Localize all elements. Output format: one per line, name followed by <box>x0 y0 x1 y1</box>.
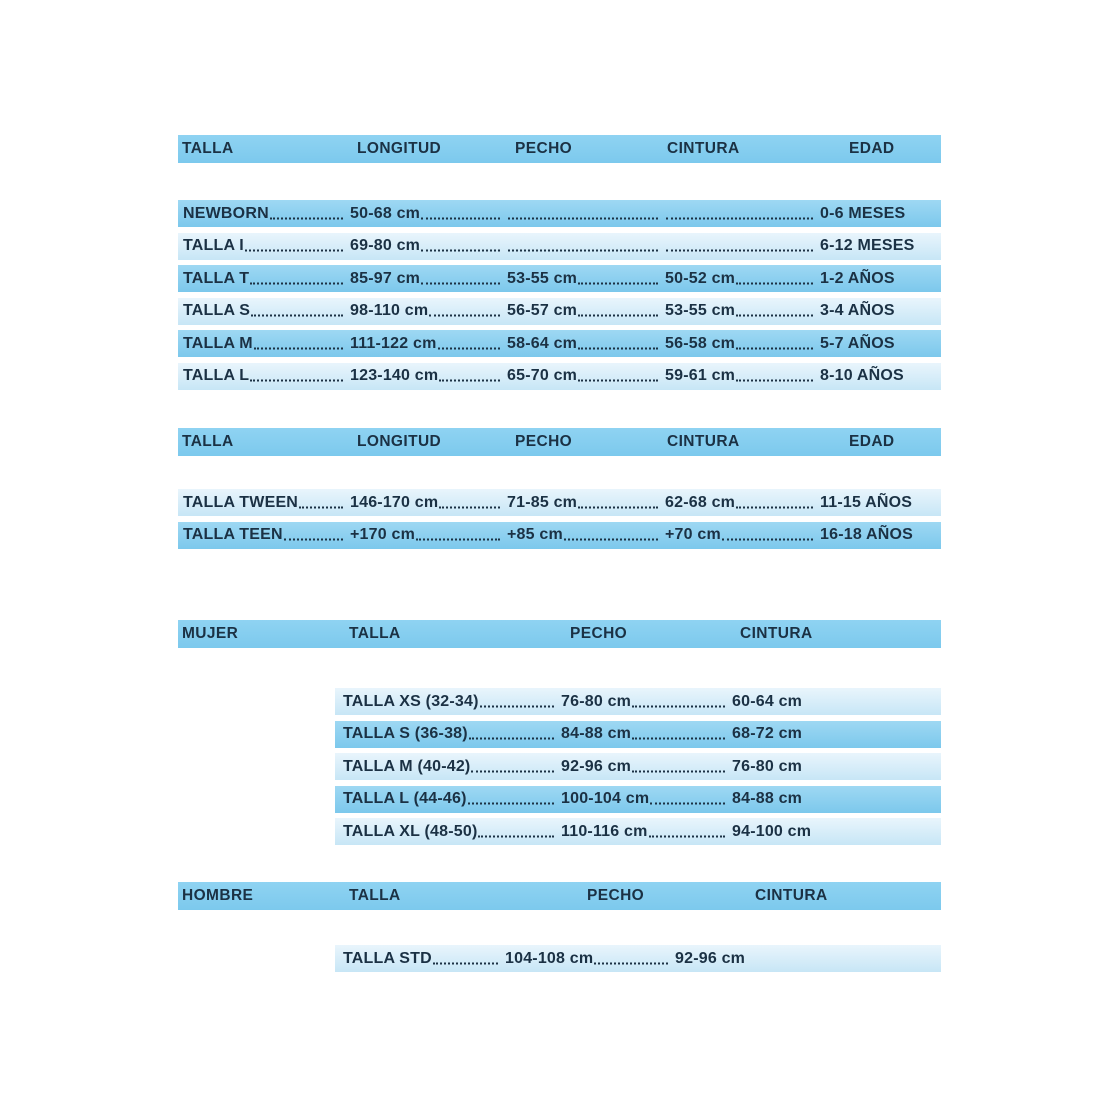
column-header-talla: TALLA <box>182 433 234 450</box>
dotted-leader <box>650 803 725 805</box>
pecho-value: +85 cm <box>507 526 563 543</box>
cintura-value: 94-100 cm <box>732 822 812 840</box>
size-row-m <box>335 753 941 780</box>
longitud-value: 69-80 cm <box>350 237 421 254</box>
longitud-value: +170 cm <box>350 526 416 543</box>
size-row-xl <box>335 818 941 845</box>
women-header-row <box>178 620 941 648</box>
longitud-value: 98-110 cm <box>350 302 429 319</box>
size-label: TALLA L <box>183 367 250 384</box>
size-label: TALLA S (36-38) <box>343 725 468 742</box>
dotted-leader <box>649 835 725 837</box>
size-label: TALLA T <box>183 269 250 287</box>
dotted-leader <box>429 315 500 317</box>
pecho-value: 92-96 cm <box>561 757 632 775</box>
women-rows <box>335 688 941 851</box>
size-label: TALLA S <box>183 302 251 319</box>
size-label: TALLA XS (32-34) <box>343 692 479 710</box>
longitud-value: 111-122 cm <box>350 334 437 352</box>
dotted-leader <box>438 347 500 349</box>
dotted-leader <box>564 539 658 541</box>
dotted-leader <box>578 506 658 508</box>
kids-header-row <box>178 135 941 163</box>
dotted-leader <box>632 770 725 772</box>
column-header-cintura: CINTURA <box>740 625 813 642</box>
dotted-leader <box>284 539 343 541</box>
dotted-leader <box>439 506 500 508</box>
size-label: TALLA TWEEN <box>183 493 299 511</box>
edad-value: 8-10 AÑOS <box>820 367 904 384</box>
pecho-value: 58-64 cm <box>507 334 578 352</box>
column-header-talla: TALLA <box>182 140 234 157</box>
dotted-leader <box>632 738 725 740</box>
pecho-value: 56-57 cm <box>507 302 578 319</box>
size-label: TALLA M (40-42) <box>343 757 471 775</box>
header-cell-cintura <box>663 135 845 163</box>
size-row-teen <box>178 522 941 549</box>
dotted-leader <box>722 539 813 541</box>
longitud-value: 50-68 cm <box>350 204 421 222</box>
dotted-leader <box>478 835 554 837</box>
dotted-leader <box>736 282 813 284</box>
pecho-value: 100-104 cm <box>561 790 650 807</box>
header-cell-longitud <box>353 135 511 163</box>
cintura-value: 60-64 cm <box>732 692 803 710</box>
dotted-leader <box>594 962 668 964</box>
column-header-pecho: PECHO <box>515 140 573 157</box>
cintura-value: 50-52 cm <box>665 269 736 287</box>
dotted-leader <box>736 506 813 508</box>
men-header-row <box>178 882 941 910</box>
column-header-pecho: PECHO <box>570 625 628 642</box>
size-row-talla-i <box>178 233 941 260</box>
pecho-value: 104-108 cm <box>505 949 594 967</box>
teens-rows <box>178 489 941 554</box>
cintura-value: 56-58 cm <box>665 334 736 352</box>
size-row-std <box>335 945 941 972</box>
dotted-leader <box>508 217 658 219</box>
dotted-leader <box>666 250 813 252</box>
edad-value: 1-2 AÑOS <box>820 269 895 287</box>
edad-value: 3-4 AÑOS <box>820 302 895 319</box>
longitud-value: 85-97 cm <box>350 269 421 287</box>
size-row-xs <box>335 688 941 715</box>
column-header-mujer: MUJER <box>182 625 239 642</box>
size-row-newborn <box>178 200 941 227</box>
pecho-value: 71-85 cm <box>507 493 578 511</box>
men-rows <box>335 945 941 978</box>
dotted-leader <box>250 282 343 284</box>
edad-value: 16-18 AÑOS <box>820 526 913 543</box>
column-header-hombre: HOMBRE <box>182 887 254 904</box>
cintura-value: 68-72 cm <box>732 725 803 742</box>
size-label: TALLA I <box>183 237 244 254</box>
dotted-leader <box>254 347 343 349</box>
size-label: TALLA STD <box>343 949 432 967</box>
dotted-leader <box>736 380 813 382</box>
dotted-leader <box>416 539 500 541</box>
teens-header-row <box>178 428 941 456</box>
cintura-value: 84-88 cm <box>732 790 803 807</box>
dotted-leader <box>245 250 343 252</box>
dotted-leader <box>439 380 500 382</box>
dotted-leader <box>299 506 343 508</box>
size-label: TALLA TEEN <box>183 526 283 543</box>
dotted-leader <box>666 217 813 219</box>
dotted-leader <box>471 770 554 772</box>
column-header-talla: TALLA <box>349 887 401 904</box>
size-row-tween <box>178 489 941 516</box>
edad-value: 0-6 MESES <box>820 204 906 222</box>
size-row-s <box>335 721 941 748</box>
longitud-value: 146-170 cm <box>350 493 439 511</box>
column-header-cintura: CINTURA <box>667 433 740 450</box>
dotted-leader <box>736 315 813 317</box>
cintura-value: +70 cm <box>665 526 721 543</box>
dotted-leader <box>578 315 658 317</box>
header-cell-edad <box>845 135 941 163</box>
size-label: NEWBORN <box>183 204 269 222</box>
size-row-talla-s <box>178 298 941 325</box>
column-header-cintura: CINTURA <box>667 140 740 157</box>
column-header-talla: TALLA <box>349 625 401 642</box>
pecho-value: 65-70 cm <box>507 367 578 384</box>
header-cell-talla <box>178 135 353 163</box>
cintura-value: 92-96 cm <box>675 949 746 967</box>
dotted-leader <box>421 250 500 252</box>
size-row-talla-l <box>178 363 941 390</box>
dotted-leader <box>508 250 658 252</box>
dotted-leader <box>736 347 813 349</box>
header-cell-pecho <box>511 135 663 163</box>
size-label: TALLA L (44-46) <box>343 790 467 807</box>
dotted-leader <box>421 282 500 284</box>
cintura-value: 59-61 cm <box>665 367 736 384</box>
dotted-leader <box>433 962 498 964</box>
cintura-value: 76-80 cm <box>732 757 803 775</box>
edad-value: 6-12 MESES <box>820 237 915 254</box>
dotted-leader <box>468 803 554 805</box>
column-header-edad: EDAD <box>849 140 895 157</box>
cintura-value: 62-68 cm <box>665 493 736 511</box>
pecho-value: 84-88 cm <box>561 725 632 742</box>
column-header-pecho: PECHO <box>515 433 573 450</box>
size-row-talla-m <box>178 330 941 357</box>
kids-rows <box>178 200 941 395</box>
dotted-leader <box>421 217 500 219</box>
longitud-value: 123-140 cm <box>350 367 439 384</box>
dotted-leader <box>632 705 725 707</box>
column-header-longitud: LONGITUD <box>357 433 442 450</box>
dotted-leader <box>480 705 554 707</box>
size-row-talla-t <box>178 265 941 292</box>
column-header-edad: EDAD <box>849 433 895 450</box>
dotted-leader <box>578 347 658 349</box>
dotted-leader <box>270 217 343 219</box>
size-label: TALLA M <box>183 334 253 352</box>
column-header-longitud: LONGITUD <box>357 140 442 157</box>
dotted-leader <box>578 380 658 382</box>
dotted-leader <box>250 380 343 382</box>
pecho-value: 76-80 cm <box>561 692 632 710</box>
dotted-leader <box>469 738 554 740</box>
cintura-value: 53-55 cm <box>665 302 736 319</box>
pecho-value: 110-116 cm <box>561 822 648 840</box>
pecho-value: 53-55 cm <box>507 269 578 287</box>
column-header-pecho: PECHO <box>587 887 645 904</box>
edad-value: 5-7 AÑOS <box>820 334 895 352</box>
column-header-cintura: CINTURA <box>755 887 828 904</box>
size-row-l <box>335 786 941 813</box>
edad-value: 11-15 AÑOS <box>820 493 913 511</box>
dotted-leader <box>578 282 658 284</box>
size-label: TALLA XL (48-50) <box>343 822 478 840</box>
dotted-leader <box>251 315 343 317</box>
